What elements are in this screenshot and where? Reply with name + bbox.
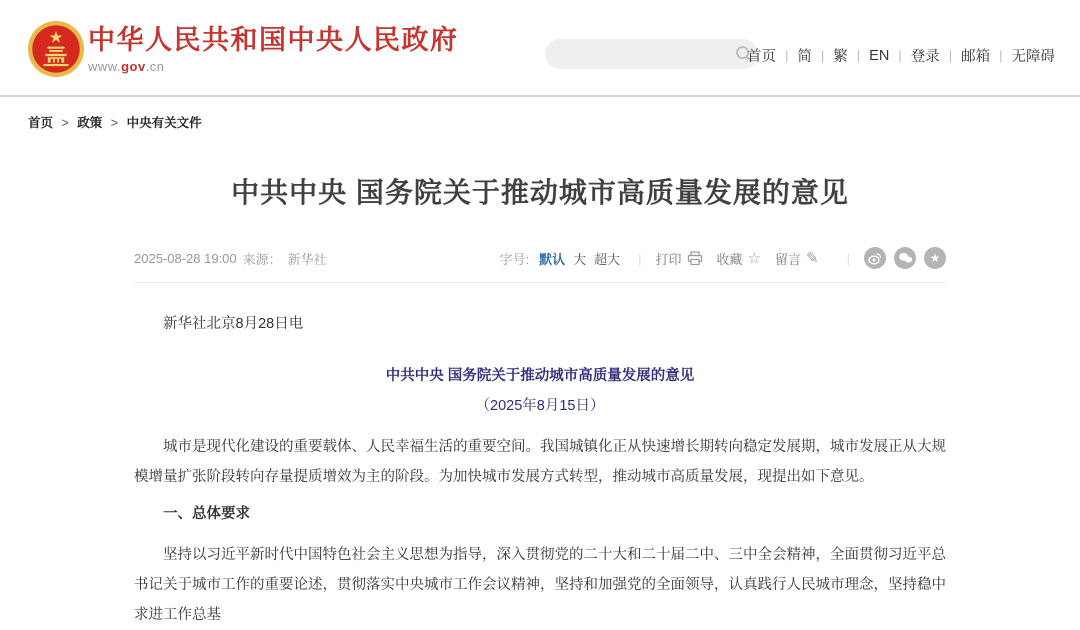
document-date: （2025年8月15日） [475, 398, 605, 414]
article-meta-right: 字号: 默认 大 超大 | 打印 收藏 ☆ 留言 ✎ | ★ [499, 247, 946, 269]
weibo-share-icon[interactable] [864, 247, 886, 269]
nav-accessibility[interactable]: 无障碍 [1011, 49, 1055, 65]
source-label: 来源： [242, 251, 282, 267]
document-body [134, 283, 946, 630]
article [134, 175, 946, 630]
article-meta-left [134, 249, 327, 268]
share-group [864, 247, 946, 269]
site-identity [88, 25, 459, 74]
document-title: 中共中央 国务院关于推动城市高质量发展的意见 [385, 368, 695, 384]
site-header [0, 0, 1080, 97]
publish-datetime: 2025-08-28 19:00 [134, 250, 237, 266]
star-outline-icon: ☆ [747, 249, 762, 267]
site-title: 中华人民共和国中央人民政府 [88, 25, 459, 55]
comment-button[interactable]: 留言 ✎ [775, 249, 819, 267]
breadcrumb-central-documents[interactable]: 中央有关文件 [126, 116, 202, 130]
breadcrumb-home[interactable]: 首页 [28, 116, 54, 130]
qzone-share-icon[interactable]: ★ [924, 247, 946, 269]
dateline: 新华社北京8月28日电 [163, 316, 304, 332]
section-1-heading: 一、总体要求 [163, 506, 250, 522]
national-emblem-icon [27, 20, 85, 78]
fontsize-xlarge-button[interactable]: 超大 [594, 251, 621, 267]
breadcrumb-policy[interactable]: 政策 [77, 116, 103, 130]
paragraph-1: 城市是现代化建设的重要载体、人民幸福生活的重要空间。我国城镇化正从快速增长期转向稳定发展期，城市发展正从大规模增量扩张阶段转向存量提质增效为主的阶段。为加快城市发展方式转型，推动城市高质量发展，现提出如下意见。 [134, 439, 946, 485]
nav-simplified[interactable]: 简 [797, 49, 812, 65]
nav-english[interactable]: EN [869, 47, 890, 64]
wechat-share-icon[interactable] [894, 247, 916, 269]
site-url: www.gov.cn [88, 59, 165, 74]
page-title: 中共中央 国务院关于推动城市高质量发展的意见 [231, 177, 849, 208]
fontsize-large-button[interactable]: 大 [573, 251, 587, 267]
search-box [545, 39, 758, 69]
search-input[interactable] [559, 47, 735, 62]
source-value[interactable]: 新华社 [287, 251, 327, 267]
nav-home[interactable]: 首页 [747, 49, 776, 65]
nav-login[interactable]: 登录 [910, 49, 940, 65]
top-nav: 首页 | 简 | 繁 | EN | 登录 | 邮箱 | 无障碍 [747, 45, 1055, 66]
article-meta-row [134, 247, 946, 283]
breadcrumb: 首页 > 政策 > 中央有关文件 [28, 116, 202, 130]
paragraph-2: 坚持以习近平新时代中国特色社会主义思想为指导，深入贯彻党的二十大和二十届二中、三中全会精神，全面贯彻习近平总书记关于城市工作的重要论述，贯彻落实中央城市工作会议精神，坚持和加强党的全面领导，认真践行人民城市理念，坚持稳中求进工作总基 [134, 547, 946, 623]
nav-traditional[interactable]: 繁 [833, 49, 848, 65]
nav-mail[interactable]: 邮箱 [961, 49, 991, 65]
print-button[interactable]: 打印 [656, 249, 703, 268]
pencil-icon: ✎ [806, 249, 819, 267]
fontsize-label: 字号: [499, 251, 530, 267]
printer-icon [687, 251, 703, 266]
favorite-button[interactable]: 收藏 ☆ [716, 249, 762, 267]
fontsize-default-button[interactable]: 默认 [539, 251, 566, 267]
